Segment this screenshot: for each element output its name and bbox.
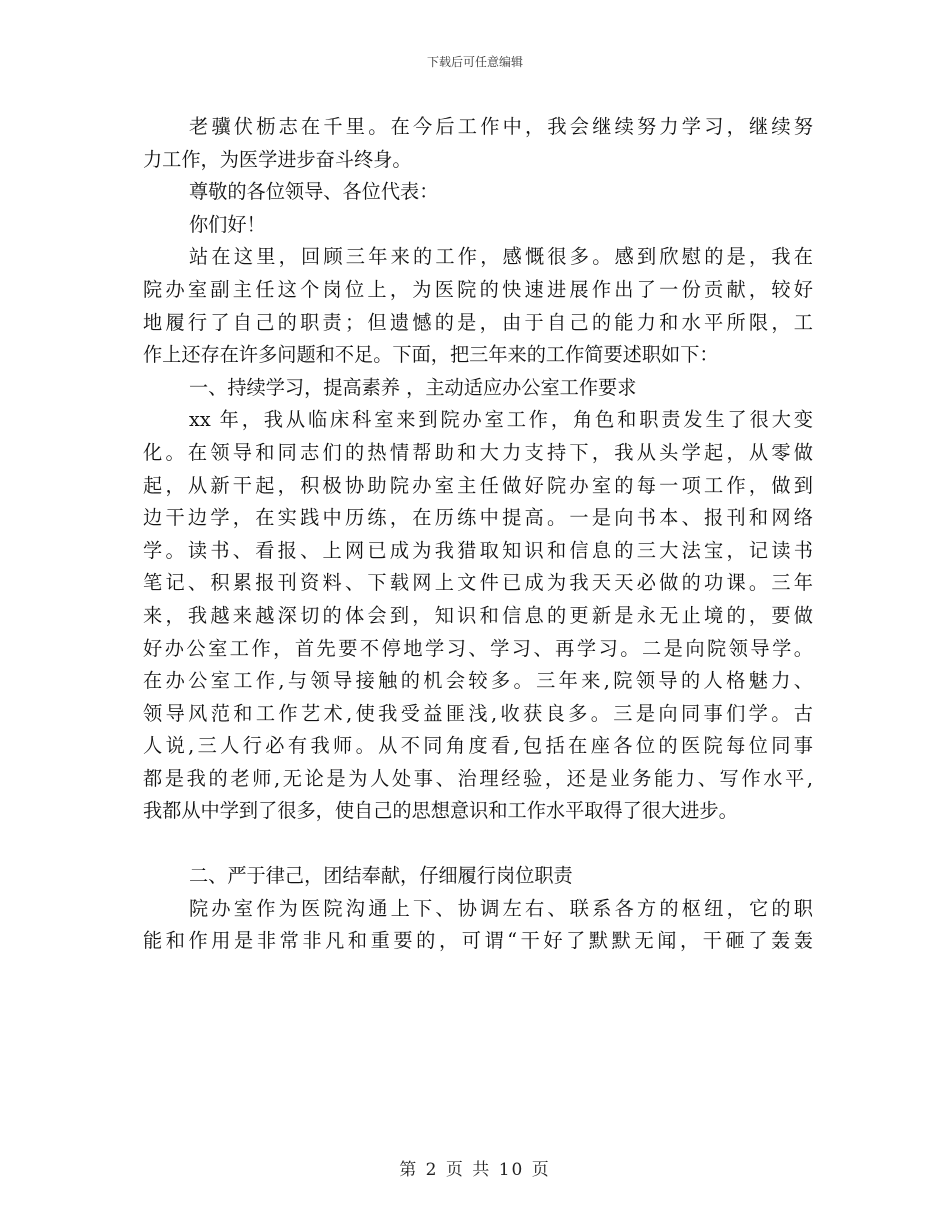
text-line: 站在这里，回顾三年来的工作，感慨很多。感到欣慰的是，我在 — [189, 245, 813, 269]
text-line: 笔记、积累报刊资料、下载网上文件已成为我天天必做的功课。三年 — [143, 571, 813, 595]
text-line: 力工作，为医学进步奋斗终身。 — [143, 147, 412, 171]
text-line: 好办公室工作，首先要不停地学习、学习、再学习。二是向院领导学。 — [143, 636, 813, 660]
text-line: 学。读书、看报、上网已成为我猎取知识和信息的三大法宝，记读书 — [143, 538, 813, 562]
text-line: 人说,三人行必有我师。从不同角度看,包括在座各位的医院每位同事 — [143, 734, 813, 758]
page-header: 下载后可任意编辑 — [426, 55, 523, 69]
text-line: 起，从新干起，积极协助院办室主任做好院办室的每一项工作，做到 — [143, 473, 813, 497]
section-heading: 二、严于律己，团结奉献，仔细履行岗位职责 — [189, 864, 573, 888]
text-line: 来，我越来越深切的体会到，知识和信息的更新是永无止境的，要做 — [143, 603, 813, 627]
text-line: 你们好！ — [189, 212, 266, 236]
text-line: 边干边学，在实践中历练，在历练中提高。一是向书本、报刊和网络 — [143, 506, 813, 530]
text-line: 我都从中学到了很多，使自己的思想意识和工作水平取得了很大进步。 — [143, 799, 738, 823]
text-line: 院办室作为医院沟通上下、协调左右、联系各方的枢纽，它的职 — [189, 896, 813, 920]
text-line: 老骥伏枥志在千里。在今后工作中，我会继续努力学习，继续努 — [189, 115, 813, 138]
text-line: xx 年，我从临床科室来到院办室工作，角色和职责发生了很大变 — [189, 408, 813, 432]
text-line: 在办公室工作,与领导接触的机会较多。三年来,院领导的人格魅力、 — [143, 669, 813, 693]
text-line: 院办室副主任这个岗位上，为医院的快速进展作出了一份贡献，较好 — [143, 277, 813, 301]
text-line: 能和作用是非常非凡和重要的，可谓“干好了默默无闻，干砸了轰轰 — [143, 929, 813, 953]
text-line: 作上还存在许多问题和不足。下面，把三年来的工作简要述职如下： — [143, 343, 719, 367]
blank-line — [143, 828, 813, 860]
text-line: 领导风范和工作艺术,使我受益匪浅,收获良多。三是向同事们学。古 — [143, 701, 813, 725]
section-heading: 一、持续学习，提高素养 ，主动适应办公室工作要求 — [189, 375, 637, 399]
text-line: 尊敬的各位领导、各位代表： — [189, 180, 439, 204]
document-body — [143, 111, 813, 958]
text-line: 都是我的老师,无论是为人处事、治理经验，还是业务能力、写作水平, — [143, 766, 813, 790]
text-line: 化。在领导和同志们的热情帮助和大力支持下，我从头学起，从零做 — [143, 440, 813, 464]
page-footer: 第 2 页 共 10 页 — [399, 1160, 551, 1180]
text-line: 地履行了自己的职责；但遗憾的是，由于自己的能力和水平所限，工 — [143, 310, 813, 334]
